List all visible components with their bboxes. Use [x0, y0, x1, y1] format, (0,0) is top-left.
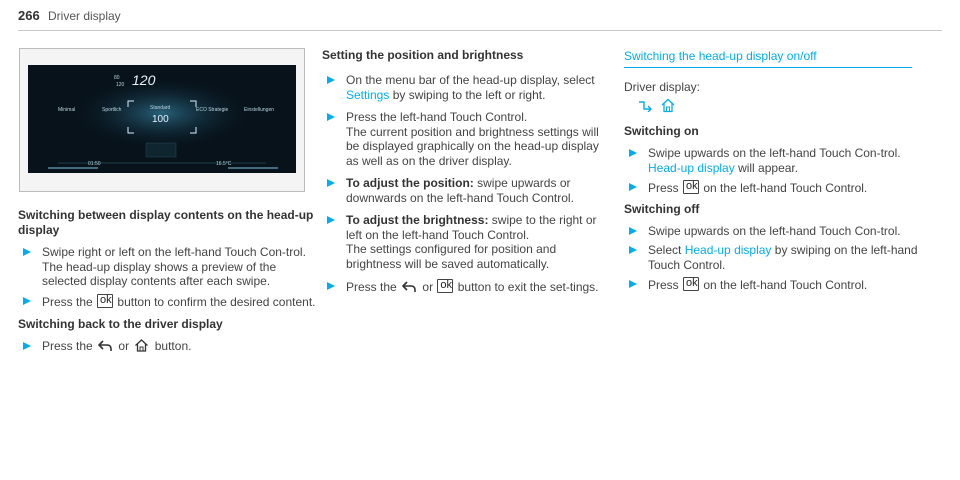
- ok-key-glyph: ok: [686, 180, 698, 192]
- step-bullet-icon: [327, 113, 335, 121]
- step-text: swipe to the right or left on the left-hand Touch Control.: [346, 213, 597, 242]
- screen-label: Standard: [150, 105, 171, 111]
- step-bullet-icon: [629, 227, 637, 235]
- driver-display-path-label: Driver display:: [624, 80, 701, 94]
- menu-path: [624, 98, 924, 114]
- step-text: button.: [154, 339, 192, 353]
- step-text: Press: [648, 181, 679, 195]
- step-text: or: [118, 339, 130, 353]
- step-swipe-preview: [18, 245, 324, 289]
- step-bullet-icon: [629, 149, 637, 157]
- step-press-back-or-home: [18, 339, 324, 354]
- step-on-swipe-up: [624, 146, 924, 175]
- column-middle: [322, 48, 614, 295]
- heading-switching-on: Switching on: [624, 124, 699, 138]
- step-text: The head-up display shows a preview of the selected display contents after each swipe.: [42, 259, 277, 288]
- step-text: swipe upwards or downwards on the left-hand Touch Control.: [346, 176, 574, 205]
- step-off-select: [624, 243, 924, 272]
- heading-switching-back: Switching back to the driver display: [18, 317, 223, 331]
- step-text: Press the: [42, 294, 93, 309]
- screen-small-value: 120: [116, 82, 125, 88]
- ok-key-icon: [97, 294, 113, 308]
- column-left: [18, 48, 324, 354]
- step-off-press-ok: [624, 277, 924, 293]
- screen-label: ECO Strategie: [196, 107, 229, 113]
- heading-position-brightness: Setting the position and brightness: [322, 48, 524, 62]
- home-icon: [660, 98, 676, 113]
- step-bullet-icon: [629, 183, 637, 191]
- page-number: 266: [18, 8, 40, 23]
- head-up-display-menu-item: Head-up display: [648, 160, 735, 175]
- step-text: Swipe upwards on the left-hand Touch Con-trol.: [648, 146, 901, 160]
- heading-switching-off: Switching off: [624, 201, 700, 216]
- step-text: The current position and brightness settings will be displayed graphically on the head-up display as well as on the driver display.: [346, 124, 599, 168]
- step-label: To adjust the position:: [346, 176, 474, 190]
- step-exit-settings: [322, 279, 614, 295]
- path-arrow-icon: [638, 100, 654, 112]
- step-text: Press the: [346, 280, 397, 294]
- step-text: Press the left-hand Touch Control.: [346, 110, 528, 124]
- step-text: Swipe right or left on the left-hand Touch Con-trol.: [42, 245, 306, 259]
- step-text: will appear.: [738, 160, 799, 175]
- screen-label: Minimal: [58, 107, 76, 113]
- ok-key-icon: [437, 279, 453, 293]
- step-text: Select: [648, 243, 682, 257]
- step-adjust-brightness: [322, 213, 614, 271]
- step-label: To adjust the brightness:: [346, 213, 489, 227]
- step-text: on the left-hand Touch Control.: [703, 278, 868, 292]
- heading-switching-contents: Switching between display contents on the head-up display: [18, 208, 314, 237]
- step-select-settings: [322, 73, 614, 102]
- step-text: on the left-hand Touch Control.: [703, 181, 868, 195]
- step-text: Press: [648, 278, 679, 292]
- home-icon: [134, 339, 149, 352]
- step-off-swipe-up: [624, 224, 924, 239]
- screen-small-value: 80: [114, 75, 120, 81]
- ok-key-icon: [683, 277, 699, 291]
- step-text: button to confirm the desired content.: [117, 294, 316, 309]
- back-arrow-icon: [402, 280, 417, 293]
- head-up-display-menu-item: Head-up display: [684, 243, 772, 257]
- screen-label: Sportlich: [102, 107, 122, 113]
- step-bullet-icon: [23, 342, 31, 350]
- step-bullet-icon: [629, 246, 637, 254]
- step-adjust-position: [322, 176, 614, 205]
- screen-label: Einstellungen: [244, 107, 275, 113]
- step-text: or: [422, 280, 434, 294]
- step-press-ok: [18, 294, 324, 310]
- step-text: On the menu bar of the head-up display, select: [346, 73, 595, 87]
- screen-center-value: 100: [152, 114, 169, 125]
- driver-display-screenshot: [28, 65, 296, 173]
- step-on-press-ok: [624, 180, 924, 196]
- screen-footer-left: 01:50: [88, 161, 101, 167]
- step-bullet-icon: [23, 248, 31, 256]
- step-press-touch-control: [322, 110, 614, 168]
- back-arrow-icon: [98, 339, 113, 352]
- ok-key-glyph: ok: [440, 279, 453, 291]
- section-name: Driver display: [48, 9, 121, 23]
- step-text: button to exit the set-tings.: [457, 280, 599, 294]
- step-bullet-icon: [629, 280, 637, 288]
- page-header: [18, 8, 942, 31]
- ok-key-glyph: ok: [100, 293, 112, 306]
- step-text: Swipe upwards on the left-hand Touch Con-trol.: [648, 223, 901, 238]
- step-bullet-icon: [327, 282, 335, 290]
- screen-footer-right: 16.5°C: [216, 161, 232, 167]
- step-bullet-icon: [23, 297, 31, 305]
- step-text: by swiping on the left-hand Touch Control.: [648, 243, 918, 272]
- section-title-head-up-on-off: Switching the head-up display on/off: [624, 48, 912, 68]
- head-up-display-figure: [19, 48, 305, 192]
- step-bullet-icon: [327, 179, 335, 187]
- step-text: by swiping to the left or right.: [392, 87, 546, 102]
- ok-key-icon: [683, 180, 699, 194]
- step-text: The settings configured for position and brightness will be saved automatically.: [346, 242, 557, 271]
- column-right: [624, 48, 924, 293]
- step-bullet-icon: [327, 216, 335, 224]
- ok-key-glyph: ok: [686, 277, 698, 289]
- step-bullet-icon: [327, 76, 335, 84]
- screen-speed: 120: [132, 72, 156, 88]
- step-text: Press the: [42, 339, 93, 353]
- settings-menu-item: Settings: [346, 87, 390, 102]
